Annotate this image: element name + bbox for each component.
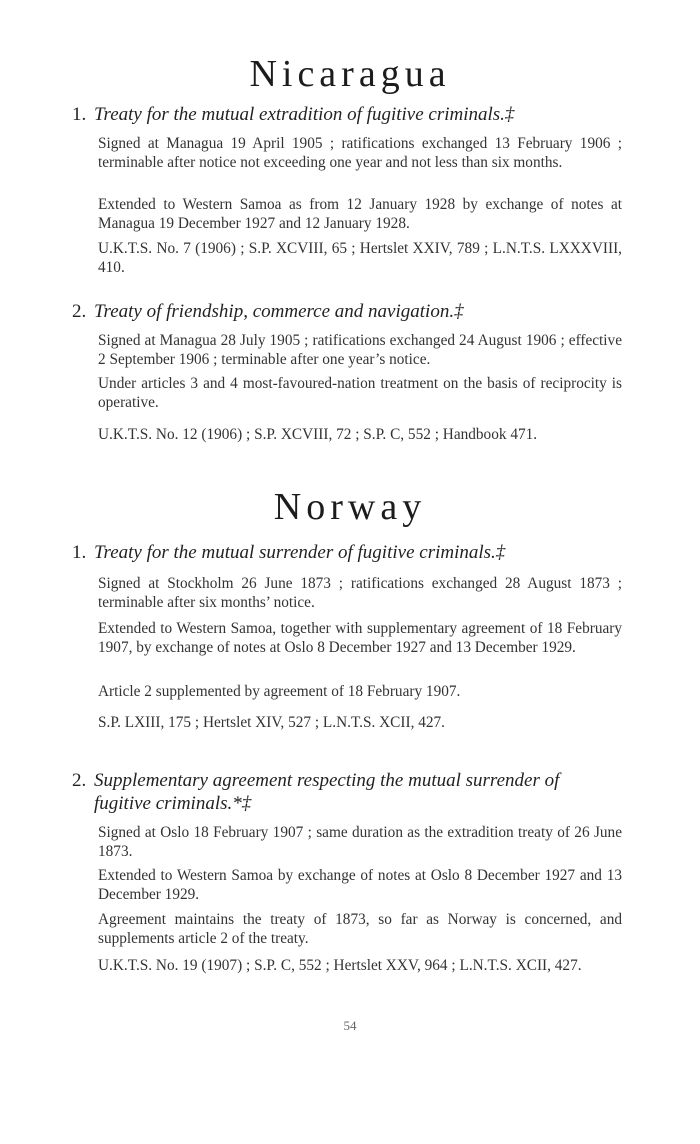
treaty-number: 1.: [72, 542, 87, 563]
treaty-paragraph: Extended to Western Samoa, together with supplementary agreement of 18 February 1907, by exchange of notes at Oslo 8 December 1927 and 13 December 1929.: [98, 620, 622, 656]
treaty-paragraph: U.K.T.S. No. 12 (1906) ; S.P. XCVIII, 72 ; S.P. C, 552 ; Handbook 471.: [98, 426, 538, 443]
treaty-title: [72, 300, 632, 323]
treaty-title: [72, 769, 632, 815]
treaty-paragraph: U.K.T.S. No. 19 (1907) ; S.P. C, 552 ; Hertslet XXV, 964 ; L.N.T.S. XCII, 427.: [98, 957, 582, 974]
treaty-title: [72, 103, 632, 126]
treaty-paragraph: Agreement maintains the treaty of 1873, so far as Norway is concerned, and supplements article 2 of the treaty.: [98, 911, 622, 947]
treaty-paragraph: Signed at Oslo 18 February 1907 ; same duration as the extradition treaty of 26 June 1873.: [98, 824, 622, 860]
country-heading-norway: Norway: [273, 486, 427, 528]
treaty-paragraph: S.P. LXIII, 175 ; Hertslet XIV, 527 ; L.N.T.S. XCII, 427.: [98, 714, 445, 731]
treaty-title: [72, 541, 632, 564]
treaty-title-text: Treaty of friendship, commerce and navigation.‡: [94, 301, 464, 322]
treaty-title-text: Treaty for the mutual surrender of fugitive criminals.‡: [94, 542, 506, 563]
treaty-title-text: Supplementary agreement respecting the mutual surrender of: [94, 770, 560, 791]
treaty-paragraph: Signed at Stockholm 26 June 1873 ; ratifications exchanged 28 August 1873 ; terminable after six months’ notice.: [98, 575, 622, 611]
treaty-paragraph: Extended to Western Samoa as from 12 January 1928 by exchange of notes at Managua 19 December 1927 and 12 January 1928.: [98, 196, 622, 232]
treaty-number: 2.: [72, 301, 87, 322]
treaty-paragraph: Article 2 supplemented by agreement of 18 February 1907.: [98, 683, 461, 700]
page-number: 54: [343, 1018, 357, 1033]
treaty-paragraph: Under articles 3 and 4 most-favoured-nation treatment on the basis of reciprocity is operative.: [98, 375, 622, 411]
treaty-paragraph: Extended to Western Samoa by exchange of notes at Oslo 8 December 1927 and 13 December 1929.: [98, 867, 622, 903]
treaty-title-text: Treaty for the mutual extradition of fugitive criminals.‡: [94, 104, 515, 125]
treaty-title-text-continued: fugitive criminals.*‡: [94, 793, 252, 814]
treaty-paragraph: Signed at Managua 28 July 1905 ; ratifications exchanged 24 August 1906 ; effective 2 September 1906 ; terminable after one year’s notice.: [98, 332, 622, 368]
country-heading-nicaragua: Nicaragua: [249, 53, 451, 95]
treaty-paragraph: U.K.T.S. No. 7 (1906) ; S.P. XCVIII, 65 ; Hertslet XXIV, 789 ; L.N.T.S. LXXXVIII, 410.: [98, 240, 622, 276]
treaty-number: 2.: [72, 770, 87, 791]
treaty-number: 1.: [72, 104, 87, 125]
treaty-paragraph: Signed at Managua 19 April 1905 ; ratifications exchanged 13 February 1906 ; terminable after notice not exceeding one year and not less than six months.: [98, 135, 622, 171]
